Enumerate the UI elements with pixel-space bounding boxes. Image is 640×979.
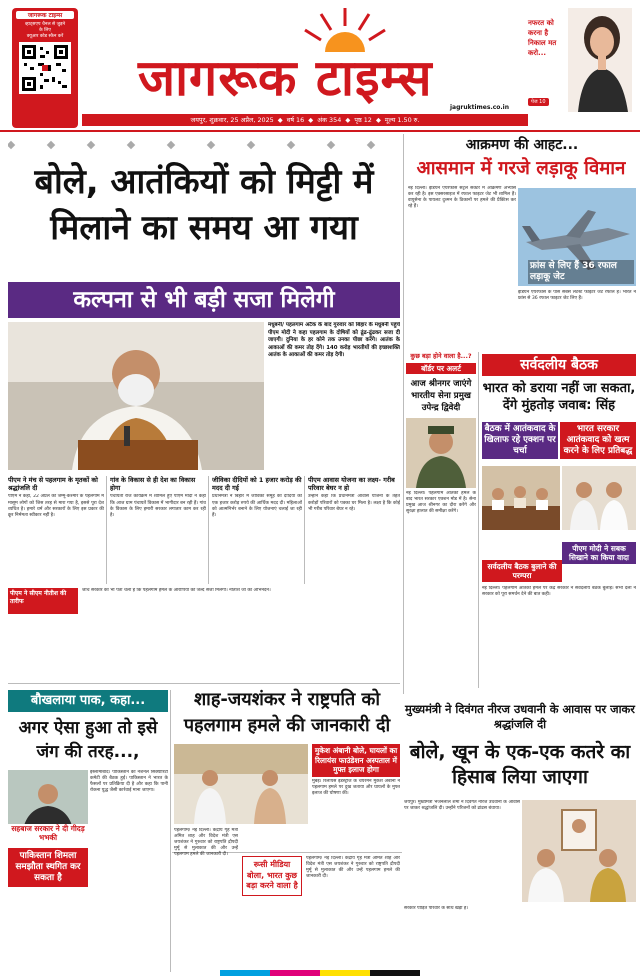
allparty-meeting-photo <box>482 466 560 530</box>
baukhla-headline[interactable]: अगर ऐसा हुआ तो इसे जंग की तरह..., <box>18 718 158 762</box>
qr-line3: क्यूआर कोड स्कैन करें <box>26 34 64 39</box>
jets-photo-caption[interactable]: फ्रांस से लिए हैं 36 रफाल लड़ाकू जेट <box>528 260 634 284</box>
army-headline[interactable]: आज श्रीनगर जाएंगे भारतीय सेना प्रमुख उपेन्द्र द्विवेदी <box>410 379 472 413</box>
shah-body-2: पहलगाम/ नई दिल्ली। केंद्रीय गृह मंत्री अमित शाह और विदेश मंत्री एस जयशंकर ने गुरुवार को राष्ट्रपति द्रौपदी मुर्मू से मुलाकात की और उन्हें पहलगाम हमले की जानकारी दी। <box>306 856 400 880</box>
lead-col-1 <box>8 476 104 586</box>
cm-praise-caption[interactable]: पीएम ने सीएम नीतीश की तारीफ <box>10 590 67 605</box>
jets-headline[interactable]: आसमान में गरजे लड़ाकू विमान <box>416 158 626 179</box>
baukhla-threat[interactable]: सहबाज सरकार ने दी गीदड़ भभकी <box>8 824 88 842</box>
lead-col-3 <box>212 476 302 586</box>
allparty-sub2[interactable]: भारत सरकार आतंकवाद को खत्म करने के लिए प्रतिबद्ध <box>560 422 636 459</box>
masthead-divider <box>0 130 640 132</box>
pm-rally-photo <box>8 322 264 470</box>
qr-code[interactable] <box>19 42 71 94</box>
allparty-sub3[interactable]: सर्वदलीय बैठक बुलाने की परम्परा <box>482 560 562 582</box>
lead-col-2 <box>110 476 206 586</box>
army-chief-photo <box>406 418 476 488</box>
army-box <box>406 352 476 688</box>
baukhla-sub[interactable]: पाकिस्तान शिमला समझौता स्थगित कर सकता है <box>8 848 88 887</box>
mukesh-box <box>312 744 400 850</box>
army-kicker: कुछ बड़ा होने वाला है...? <box>410 352 472 360</box>
allparty-pm-caption[interactable]: पीएम मोदी ने सबक सिखाने का किया वादा <box>562 542 636 564</box>
lead-col-divider-3 <box>304 476 305 584</box>
lead-headline-line1[interactable]: बोले, आतंकियों को मिट्टी में <box>34 162 374 202</box>
lead-col2-head[interactable]: गांव के विकास से ही देश का विकास होगा <box>110 476 196 493</box>
lead-col1-body: पीएम ने कहा, 22 अप्रैल को जम्मू-कश्मीर के पहलगाम में मासूम लोगों को जिस तरह से मारा गया है, इससे पूरा देश व्यथित है। हमारे धर्म और सरकारों के लिए इस प्रकार की क्रूर निर्ममता स्वीकार नहीं है। <box>8 494 104 518</box>
shah-headline-2[interactable]: पहलगाम हमले की जानकारी दी <box>183 715 391 736</box>
dateline-issue: अंक 354 <box>317 116 342 124</box>
qr-box <box>12 8 78 128</box>
promo-box[interactable] <box>528 8 632 120</box>
lead-col4-head[interactable]: पीएम आवास योजना का लक्ष्य- गरीब परिवार बेघर न हो <box>308 476 395 493</box>
president-meeting-photo <box>174 744 308 824</box>
masthead-title[interactable]: जागरूक टाइम्स <box>138 48 433 107</box>
lead-intro-text: मधुबनी/ पहलगाम अटैक के बाद गुरुवार को बिहार के मधुबनी पहुंचे पीएम मोदी ने कहा पहलगाम के दोषियों को ढूंढ-ढूंढकर सजा दी जाएगी। दुनिया के हर कोने तक उनका पीछा करेंगे। आतंक के आकाओं की कमर तोड़ देंगे। 140 करोड़ भारतीयों की इच्छाशक्ति आतंक के आकाओं की कमर तोड़ देगी। <box>268 322 400 359</box>
dateline-pages: पृष्ठ 12 <box>354 116 372 124</box>
jets-kicker: आक्रमण की आहट... <box>465 137 579 153</box>
lead-headline-line2[interactable]: मिलाने का समय आ गया <box>50 208 358 248</box>
masthead-sun-logo <box>295 6 395 52</box>
shah-body: पहलगाम/ नई दिल्ली। केंद्रीय गृह मंत्री अमित शाह और विदेश मंत्री एस जयशंकर ने गुरुवार को राष्ट्रपति द्रौपदी मुर्मू से मुलाकात की और उन्हें पहलगाम हमले की जानकारी दी। <box>174 828 238 858</box>
promo-portrait-image <box>568 8 632 112</box>
main-column-divider <box>403 134 404 694</box>
russia-box[interactable]: रूसी मीडिया बोला, भारत कुछ बड़ा करने वाला है <box>242 856 302 896</box>
dateline-date: जयपुर, शुक्रवार, 25 अप्रैल, 2025 <box>190 116 274 124</box>
army-alert: बॉर्डर पर अलर्ट <box>406 363 476 374</box>
promo-page-tag: पेज 10 <box>528 98 549 106</box>
printer-color-bar <box>220 970 420 976</box>
allparty-sub1[interactable]: बैठक में आतंकवाद के खिलाफ रहे एक्शन पर चर्चा <box>482 422 558 459</box>
masthead-website[interactable]: jagruktimes.co.in <box>450 104 510 111</box>
lead-col2-body: पंचायती राज कार्यक्रम में शामिल हुए पीएम मोदी ने कहा कि आज ग्राम पंचायतें विकास में भागीदार बन रही हैं। गांव के विकास के लिए हमारी सरकार लगातार काम कर रही है। <box>110 494 206 518</box>
cm-caption: सरकार पीड़ित परिवार के साथ खड़ी है। <box>404 906 469 911</box>
cm-praise-tag <box>8 588 78 614</box>
baukhla-kicker: बौखलाया पाक, कहा... <box>8 690 168 712</box>
lead-banner <box>8 282 400 318</box>
baukhla-divider <box>170 690 171 972</box>
cm-headline[interactable]: बोले, खून के एक-एक कतरे का हिसाब लिया जाएगा <box>409 741 631 788</box>
qr-line1: व्हाट्सएप चैनल से जुड़ने <box>24 22 65 27</box>
mukesh-headline[interactable]: मुकेश अंबानी बोले, घायलों का रिलायंस फाउंडेशन अस्पताल में मुफ्त इलाज होगा <box>312 744 400 777</box>
cm-praise-body: जांच सरकार को भी पता चला है कि पहलगाम हमले के आरोपियों को जल्द सजा मिलेगी। नीतीश जी का अभिनंदन। <box>82 588 271 593</box>
army-body: नई दिल्ली। पहलगाम आतंकी हमले के बाद भारत सरकार एक्शन मोड में है। सेना प्रमुख आज श्रीनगर का दौरा करेंगे और सुरक्षा हालात की समीक्षा करेंगे। <box>406 491 476 515</box>
cm-kicker: मुख्यमंत्री ने दिवंगत नीरज उधवानी के आवास पर जाकर श्रद्धांजलि दी <box>405 702 635 731</box>
lead-col3-head[interactable]: जीविका दीदियों को 1 हजार करोड़ की मदद दी गई <box>212 476 302 493</box>
qr-line2: के लिए <box>39 28 51 33</box>
army-divider <box>478 352 479 688</box>
lead-banner-text: कल्पना से भी बड़ी सजा मिलेगी <box>73 287 335 313</box>
dateline-bar: जयपुर, शुक्रवार, 25 अप्रैल, 2025 ◆ वर्ष 16 ◆ अंक 354 ◆ पृष्ठ 12 ◆ मूल्य 1.50 रु. <box>82 114 528 126</box>
allparty-banner: सर्वदलीय बैठक <box>482 354 636 376</box>
jets-photo-caption-body: इंडियन एयरफोर्स के पास सबसे लेटेस्ट फाइटर जेट रफाल है। भारत ने फ्रांस से 36 रफाल फाइटर जेट लिए हैं। <box>518 290 636 302</box>
baukhla-body: इस्लामाबाद। पाकिस्तान की नेशनल सिक्योरिटी कमेटी की बैठक हुई। पाकिस्तान ने भारत के फैसलों पर प्रतिक्रिया दी है और कहा कि पानी रोकना युद्ध जैसी कार्रवाई माना जाएगा। <box>90 770 168 794</box>
allparty-leaders-photo <box>562 466 636 530</box>
lead-col-divider-1 <box>106 476 107 584</box>
lead-col3-body: प्रधानमंत्री ने बिहार में जीविका समूह की दीदियों को एक हजार करोड़ रुपये की आर्थिक मदद दी। महिलाओं को आत्मनिर्भर बनाने के लिए योजनाएं चलाई जा रही हैं। <box>212 494 302 518</box>
shah-headline-1[interactable]: शाह-जयशंकर ने राष्ट्रपति को <box>193 689 381 710</box>
qr-brand: जागरूक टाइम्स <box>16 11 74 19</box>
lead-col-4 <box>308 476 400 586</box>
dateline-year: वर्ष 16 <box>286 116 305 124</box>
mukesh-body: मुंबई। रिलायंस इंडस्ट्रीज के चेयरमैन मुकेश अंबानी ने पहलगाम हमले पर दुख जताया और घायलों के मुफ्त इलाज की घोषणा की। <box>312 778 400 796</box>
cm-body: जयपुर। मुख्यमंत्री भजनलाल शर्मा ने दिवंगत नीरज उधवानी के आवास पर जाकर श्रद्धांजलि दी। उन्होंने परिजनों को ढांढस बंधाया। <box>404 800 520 812</box>
bullet-marks <box>8 138 400 152</box>
lead-col-divider-2 <box>208 476 209 584</box>
cm-condolence-photo <box>522 800 636 902</box>
lead-bottom-divider <box>8 683 400 684</box>
lead-col4-body: उन्होंने कहा कि प्रधानमंत्री आवास योजना के तहत करोड़ों परिवारों को पक्का घर मिला है। लक्ष्य है कि कोई भी गरीब परिवार बेघर न रहे। <box>308 494 400 512</box>
promo-text: नफरत को करना है निकाल मत करो... <box>528 19 557 57</box>
lead-col1-head[interactable]: पीएम ने मंच से पहलगाम के मृतकों को श्रद्धांजलि दी <box>8 476 98 493</box>
jets-body: नई दिल्ली। इंडियन एयरफोर्स सेंट्रल सेक्टर में आक्रमण अभ्यास कर रही है। इस एक्सरसाइज में रफाल फाइटर जेट भी शामिल हैं। वायुसेना के पायलट दुश्मन के ठिकानों पर हमले की प्रैक्टिस कर रहे हैं। <box>408 186 516 210</box>
allparty-body: नई दिल्ली। पहलगाम आतंकी हमले पर केंद्र सरकार ने सर्वदलीय बैठक बुलाई। सभी दलों ने सरकार को पूरा समर्थन देने की बात कही। <box>482 586 636 598</box>
dateline-price: मूल्य 1.50 रु. <box>384 116 420 124</box>
allparty-headline[interactable]: भारत को डराया नहीं जा सकता, देंगे मुंहतोड़ जवाब: सिंह <box>482 381 636 413</box>
